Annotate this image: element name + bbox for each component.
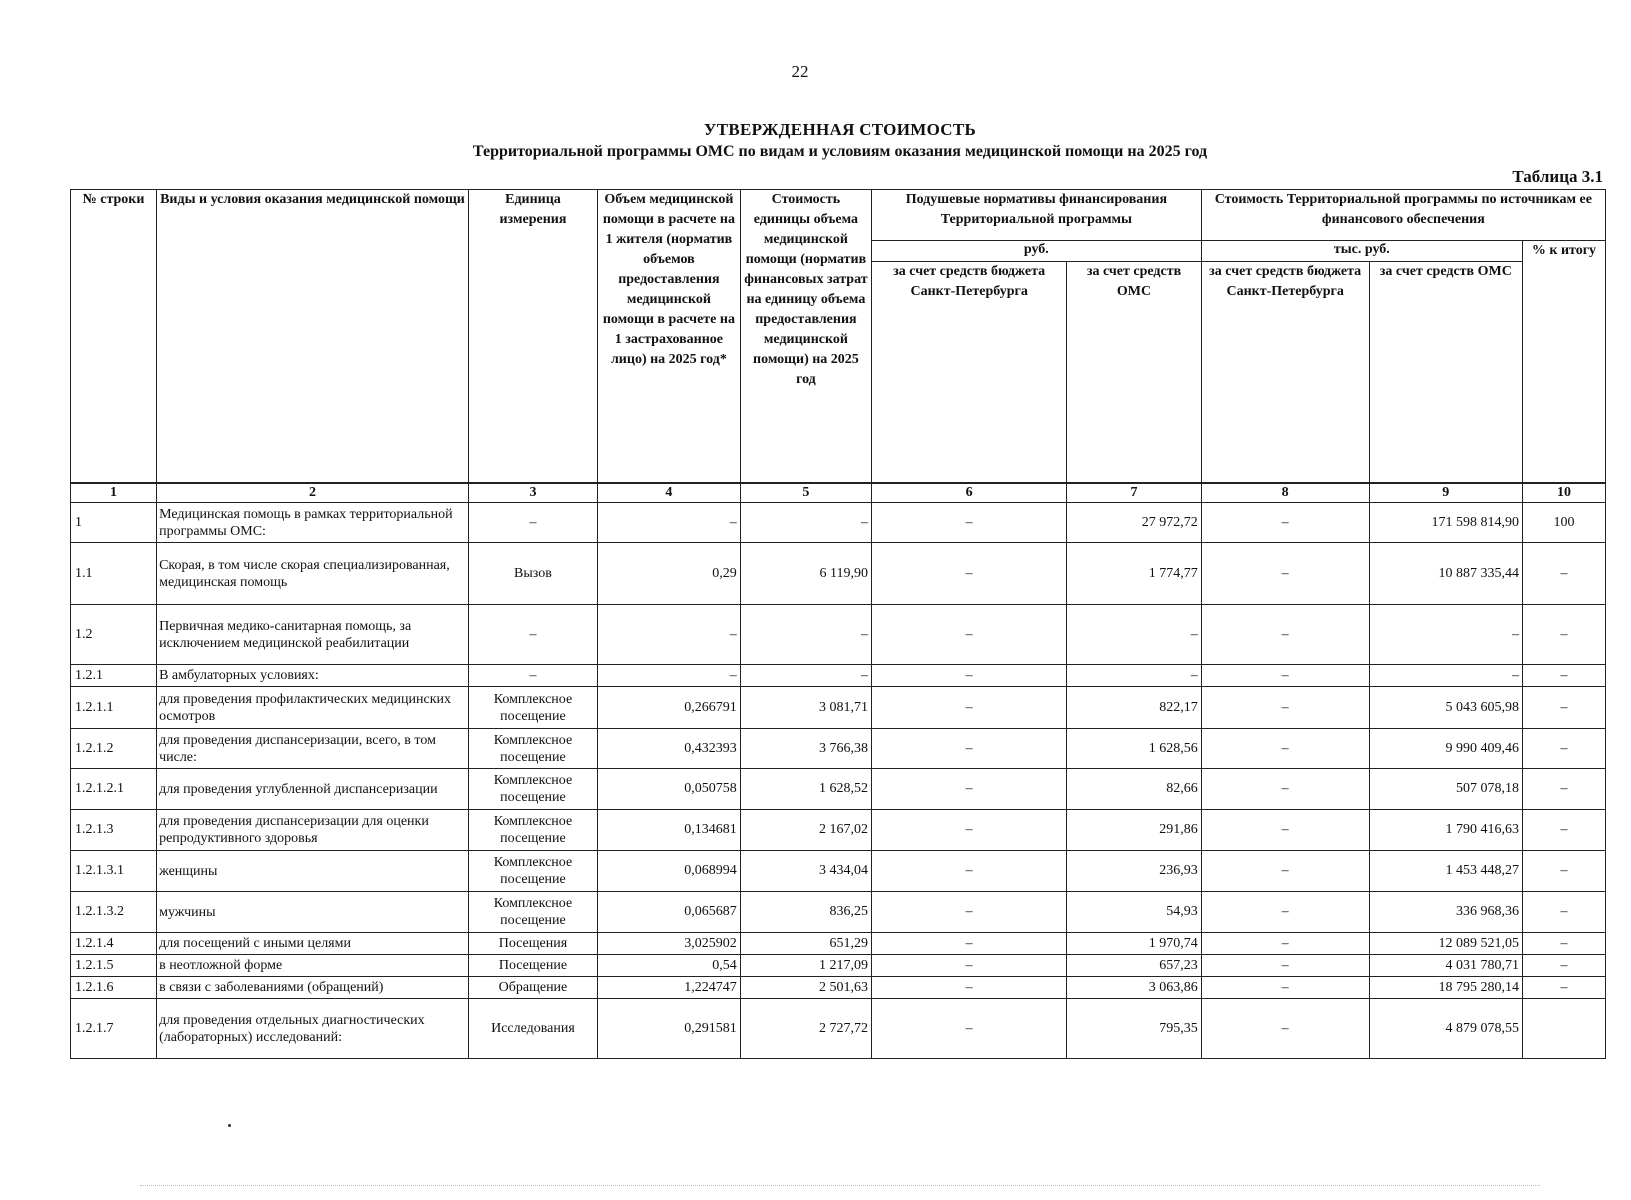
row-unit: Комплексное посещение bbox=[468, 729, 597, 769]
row-name: для проведения углубленной диспансеризации bbox=[157, 769, 469, 810]
row-per-capita-oms: 1 774,77 bbox=[1067, 543, 1201, 605]
row-program-oms: 18 795 280,14 bbox=[1369, 977, 1522, 999]
row-volume: – bbox=[598, 503, 741, 543]
row-per-capita-oms: 291,86 bbox=[1067, 810, 1201, 851]
row-name: Первичная медико-санитарная помощь, за исключением медицинской реабилитации bbox=[157, 605, 469, 665]
row-program-budget: – bbox=[1201, 665, 1369, 687]
row-volume: 3,025902 bbox=[598, 933, 741, 955]
table-row bbox=[71, 892, 1606, 933]
row-per-capita-oms: 3 063,86 bbox=[1067, 977, 1201, 999]
row-per-capita-budget: – bbox=[872, 605, 1067, 665]
row-program-oms: – bbox=[1369, 605, 1522, 665]
table-row bbox=[71, 851, 1606, 892]
row-per-capita-budget: – bbox=[872, 977, 1067, 999]
row-per-capita-budget: – bbox=[872, 543, 1067, 605]
row-program-budget: – bbox=[1201, 769, 1369, 810]
row-unit: – bbox=[468, 605, 597, 665]
row-number: 1.2.1.2.1 bbox=[71, 769, 157, 810]
row-percent: – bbox=[1522, 769, 1605, 810]
row-per-capita-oms: 1 970,74 bbox=[1067, 933, 1201, 955]
header-oms-2: за счет средств ОМС bbox=[1369, 262, 1522, 484]
row-percent: – bbox=[1522, 851, 1605, 892]
column-numbers-row bbox=[71, 483, 1606, 503]
row-percent: – bbox=[1522, 687, 1605, 729]
row-percent: – bbox=[1522, 729, 1605, 769]
table-row bbox=[71, 933, 1606, 955]
column-number: 7 bbox=[1067, 483, 1201, 503]
row-number: 1.2.1.3.2 bbox=[71, 892, 157, 933]
row-volume: 0,29 bbox=[598, 543, 741, 605]
row-program-oms: 171 598 814,90 bbox=[1369, 503, 1522, 543]
row-program-budget: – bbox=[1201, 729, 1369, 769]
row-program-oms: 507 078,18 bbox=[1369, 769, 1522, 810]
table-row bbox=[71, 605, 1606, 665]
row-program-oms: 1 790 416,63 bbox=[1369, 810, 1522, 851]
row-volume: 0,266791 bbox=[598, 687, 741, 729]
header-thous-rub: тыс. руб. bbox=[1201, 241, 1522, 262]
row-cost: 836,25 bbox=[740, 892, 871, 933]
row-cost: 6 119,90 bbox=[740, 543, 871, 605]
row-number: 1.2.1 bbox=[71, 665, 157, 687]
row-number: 1.2 bbox=[71, 605, 157, 665]
row-unit: Исследования bbox=[468, 999, 597, 1059]
row-per-capita-budget: – bbox=[872, 999, 1067, 1059]
row-name: для проведения профилактических медицинских осмотров bbox=[157, 687, 469, 729]
row-per-capita-oms: 1 628,56 bbox=[1067, 729, 1201, 769]
row-name: для проведения диспансеризации, всего, в том числе: bbox=[157, 729, 469, 769]
row-program-oms: 12 089 521,05 bbox=[1369, 933, 1522, 955]
row-program-oms: 10 887 335,44 bbox=[1369, 543, 1522, 605]
row-number: 1.1 bbox=[71, 543, 157, 605]
column-number: 9 bbox=[1369, 483, 1522, 503]
table-row bbox=[71, 503, 1606, 543]
table-row bbox=[71, 665, 1606, 687]
table-row bbox=[71, 955, 1606, 977]
row-program-oms: 1 453 448,27 bbox=[1369, 851, 1522, 892]
header-budget-spb-2: за счет средств бюджета Санкт-Петербурга bbox=[1201, 262, 1369, 484]
header-rub: руб. bbox=[872, 241, 1202, 262]
row-number: 1.2.1.2 bbox=[71, 729, 157, 769]
row-percent: – bbox=[1522, 892, 1605, 933]
row-program-budget: – bbox=[1201, 933, 1369, 955]
row-volume: 0,068994 bbox=[598, 851, 741, 892]
row-per-capita-budget: – bbox=[872, 729, 1067, 769]
row-cost: 1 217,09 bbox=[740, 955, 871, 977]
row-percent: – bbox=[1522, 977, 1605, 999]
row-per-capita-budget: – bbox=[872, 892, 1067, 933]
row-program-budget: – bbox=[1201, 999, 1369, 1059]
row-percent bbox=[1522, 999, 1605, 1059]
row-volume: – bbox=[598, 665, 741, 687]
header-budget-spb: за счет средств бюджета Санкт-Петербурга bbox=[872, 262, 1067, 484]
row-per-capita-budget: – bbox=[872, 955, 1067, 977]
column-number: 6 bbox=[872, 483, 1067, 503]
column-number: 4 bbox=[598, 483, 741, 503]
cost-table bbox=[70, 189, 1606, 1059]
row-per-capita-oms: 27 972,72 bbox=[1067, 503, 1201, 543]
row-number: 1.2.1.4 bbox=[71, 933, 157, 955]
row-volume: 0,432393 bbox=[598, 729, 741, 769]
row-program-budget: – bbox=[1201, 687, 1369, 729]
column-number: 3 bbox=[468, 483, 597, 503]
row-program-oms: 9 990 409,46 bbox=[1369, 729, 1522, 769]
header-percent: % к итогу bbox=[1522, 241, 1605, 484]
row-unit: – bbox=[468, 665, 597, 687]
row-number: 1.2.1.1 bbox=[71, 687, 157, 729]
row-cost: 3 434,04 bbox=[740, 851, 871, 892]
column-number: 1 bbox=[71, 483, 157, 503]
table-row bbox=[71, 769, 1606, 810]
row-number: 1.2.1.5 bbox=[71, 955, 157, 977]
header-row-no: № строки bbox=[71, 190, 157, 484]
row-per-capita-oms: – bbox=[1067, 605, 1201, 665]
row-cost: – bbox=[740, 665, 871, 687]
row-per-capita-budget: – bbox=[872, 503, 1067, 543]
scan-speck bbox=[228, 1124, 231, 1127]
row-per-capita-oms: 54,93 bbox=[1067, 892, 1201, 933]
row-volume: 0,134681 bbox=[598, 810, 741, 851]
header-oms: за счет средств ОМС bbox=[1067, 262, 1201, 484]
table-row bbox=[71, 810, 1606, 851]
row-per-capita-budget: – bbox=[872, 810, 1067, 851]
column-number: 5 bbox=[740, 483, 871, 503]
row-name: Скорая, в том числе скорая специализированная, медицинская помощь bbox=[157, 543, 469, 605]
header-types: Виды и условия оказания медицинской помощи bbox=[157, 190, 469, 484]
row-per-capita-budget: – bbox=[872, 851, 1067, 892]
column-number: 2 bbox=[157, 483, 469, 503]
row-unit: Комплексное посещение bbox=[468, 851, 597, 892]
row-percent: – bbox=[1522, 933, 1605, 955]
row-percent: – bbox=[1522, 543, 1605, 605]
table-body bbox=[71, 503, 1606, 1059]
row-name: для посещений с иными целями bbox=[157, 933, 469, 955]
header-unit: Единица измерения bbox=[468, 190, 597, 484]
row-per-capita-budget: – bbox=[872, 665, 1067, 687]
row-per-capita-oms: 795,35 bbox=[1067, 999, 1201, 1059]
row-name: в неотложной форме bbox=[157, 955, 469, 977]
row-per-capita-oms: 657,23 bbox=[1067, 955, 1201, 977]
row-volume: 0,54 bbox=[598, 955, 741, 977]
row-unit: Комплексное посещение bbox=[468, 687, 597, 729]
row-program-budget: – bbox=[1201, 503, 1369, 543]
row-per-capita-budget: – bbox=[872, 687, 1067, 729]
column-number: 8 bbox=[1201, 483, 1369, 503]
row-cost: 651,29 bbox=[740, 933, 871, 955]
header-program-cost: Стоимость Территориальной программы по источникам ее финансового обеспечения bbox=[1201, 190, 1605, 241]
row-name: женщины bbox=[157, 851, 469, 892]
row-program-budget: – bbox=[1201, 543, 1369, 605]
row-cost: 3 081,71 bbox=[740, 687, 871, 729]
row-name: мужчины bbox=[157, 892, 469, 933]
row-percent: – bbox=[1522, 665, 1605, 687]
row-unit: Посещения bbox=[468, 933, 597, 955]
row-number: 1.2.1.3 bbox=[71, 810, 157, 851]
table-row bbox=[71, 999, 1606, 1059]
row-unit: Обращение bbox=[468, 977, 597, 999]
header-per-capita: Подушевые нормативы финансирования Территориальной программы bbox=[872, 190, 1202, 241]
row-percent: – bbox=[1522, 810, 1605, 851]
document-title: УТВЕРЖДЕННАЯ СТОИМОСТЬ bbox=[703, 120, 977, 139]
row-unit: – bbox=[468, 503, 597, 543]
row-volume: – bbox=[598, 605, 741, 665]
row-name: Медицинская помощь в рамках территориальной программы ОМС: bbox=[157, 503, 469, 543]
row-percent: 100 bbox=[1522, 503, 1605, 543]
row-name: для проведения диспансеризации для оценки репродуктивного здоровья bbox=[157, 810, 469, 851]
row-volume: 0,065687 bbox=[598, 892, 741, 933]
row-program-oms: 4 031 780,71 bbox=[1369, 955, 1522, 977]
row-per-capita-budget: – bbox=[872, 933, 1067, 955]
row-program-budget: – bbox=[1201, 851, 1369, 892]
row-cost: 2 501,63 bbox=[740, 977, 871, 999]
row-per-capita-budget: – bbox=[872, 769, 1067, 810]
table-row bbox=[71, 977, 1606, 999]
row-name: В амбулаторных условиях: bbox=[157, 665, 469, 687]
table-row bbox=[71, 687, 1606, 729]
row-number: 1.2.1.3.1 bbox=[71, 851, 157, 892]
row-number: 1.2.1.7 bbox=[71, 999, 157, 1059]
row-per-capita-oms: 82,66 bbox=[1067, 769, 1201, 810]
table-row bbox=[71, 729, 1606, 769]
document-subtitle: Территориальной программы ОМС по видам и условиям оказания медицинской помощи на 2025 год bbox=[472, 143, 1208, 160]
row-program-oms: 336 968,36 bbox=[1369, 892, 1522, 933]
row-program-oms: – bbox=[1369, 665, 1522, 687]
row-percent: – bbox=[1522, 955, 1605, 977]
row-cost: 2 167,02 bbox=[740, 810, 871, 851]
row-number: 1 bbox=[71, 503, 157, 543]
row-program-budget: – bbox=[1201, 977, 1369, 999]
row-number: 1.2.1.6 bbox=[71, 977, 157, 999]
row-unit: Вызов bbox=[468, 543, 597, 605]
row-name: в связи с заболеваниями (обращений) bbox=[157, 977, 469, 999]
row-cost: – bbox=[740, 503, 871, 543]
row-volume: 1,224747 bbox=[598, 977, 741, 999]
row-unit: Комплексное посещение bbox=[468, 769, 597, 810]
row-unit: Комплексное посещение bbox=[468, 892, 597, 933]
row-program-budget: – bbox=[1201, 810, 1369, 851]
row-per-capita-oms: 236,93 bbox=[1067, 851, 1201, 892]
row-cost: – bbox=[740, 605, 871, 665]
row-cost: 1 628,52 bbox=[740, 769, 871, 810]
row-percent: – bbox=[1522, 605, 1605, 665]
header-volume: Объем медицинской помощи в расчете на 1 жителя (норматив объемов предоставления медицинской помощи в расчете на 1 застрахованное лицо) на 2025 год* bbox=[598, 190, 741, 484]
table-label: Таблица 3.1 bbox=[1512, 167, 1603, 186]
row-volume: 0,050758 bbox=[598, 769, 741, 810]
page-number: 22 bbox=[791, 62, 809, 81]
row-cost: 3 766,38 bbox=[740, 729, 871, 769]
row-volume: 0,291581 bbox=[598, 999, 741, 1059]
column-number: 10 bbox=[1522, 483, 1605, 503]
row-unit: Комплексное посещение bbox=[468, 810, 597, 851]
row-program-oms: 4 879 078,55 bbox=[1369, 999, 1522, 1059]
row-per-capita-oms: 822,17 bbox=[1067, 687, 1201, 729]
header-cost: Стоимость единицы объема медицинской помощи (норматив финансовых затрат на единицу объема предоставления медицинской помощи) на 2025 год bbox=[740, 190, 871, 484]
row-cost: 2 727,72 bbox=[740, 999, 871, 1059]
row-program-oms: 5 043 605,98 bbox=[1369, 687, 1522, 729]
table-row bbox=[71, 543, 1606, 605]
row-unit: Посещение bbox=[468, 955, 597, 977]
row-program-budget: – bbox=[1201, 605, 1369, 665]
row-per-capita-oms: – bbox=[1067, 665, 1201, 687]
row-name: для проведения отдельных диагностических (лабораторных) исследований: bbox=[157, 999, 469, 1059]
scan-footer-line bbox=[140, 1185, 1540, 1186]
row-program-budget: – bbox=[1201, 955, 1369, 977]
row-program-budget: – bbox=[1201, 892, 1369, 933]
